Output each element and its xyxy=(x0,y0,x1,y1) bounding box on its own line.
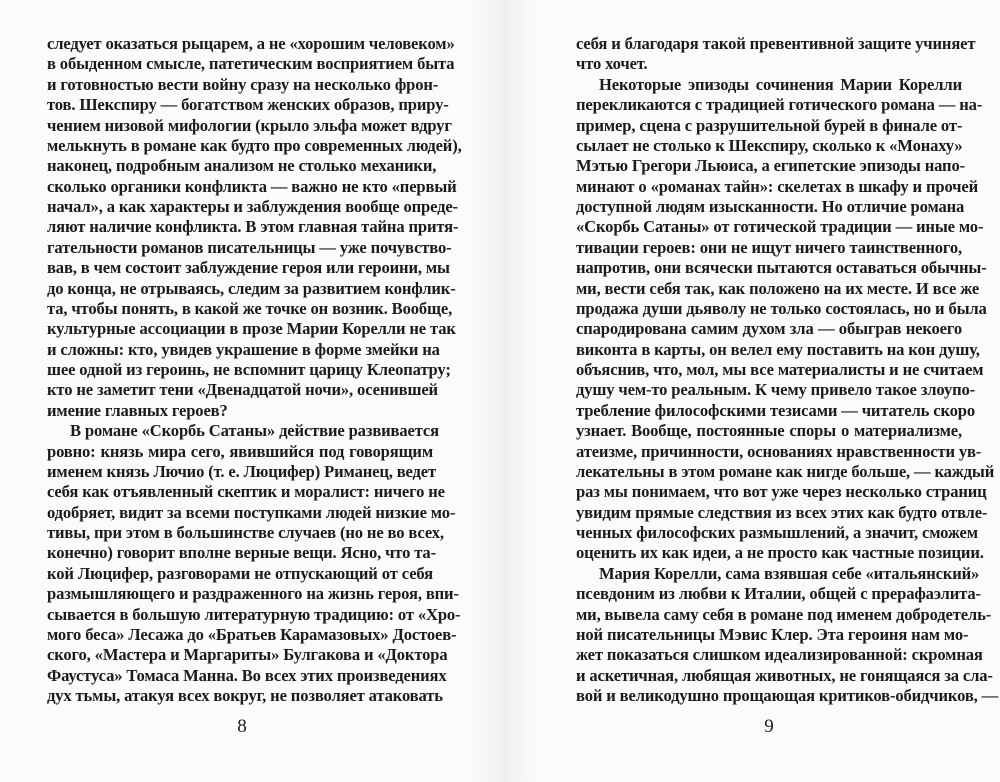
text-line: ми, вести себя так, как положено на их месте. И все же xyxy=(576,278,980,298)
text-line: конечно) говорит вполне верные вещи. Ясно, что та- xyxy=(47,543,436,563)
text-line: душу чем-то реальным. К чему привело такое злоупо- xyxy=(576,380,976,400)
text-line: жет показаться слишком идеализированной: скромная xyxy=(576,645,983,665)
text-line: Фаустуса» Томаса Манна. Во всех этих произведениях xyxy=(47,665,447,685)
text-line: пример, сцена с разрушительной бурей в финале от- xyxy=(576,115,963,135)
text-line: минают о «романах тайн»: скелетах в шкафу и прочей xyxy=(576,176,979,196)
text-line: до конца, не отрываясь, следим за развитием конфлик- xyxy=(47,278,456,298)
text-line: виконта в карты, он велел ему поставить на кон душу, xyxy=(576,339,980,359)
text-line: лекательны в этом романе как нигде больше, — каждый xyxy=(576,461,995,481)
text-line: ского, «Мастера и Маргариты» Булгакова и «Доктора xyxy=(47,645,448,665)
text-line: перекликаются с традицией готического романа — на- xyxy=(576,95,983,115)
text-line: и аскетичная, любящая животных, не гонящаяся за сла- xyxy=(576,665,993,685)
text-line: гательности романов писательницы — уже почувство- xyxy=(47,237,452,257)
text-line: кто не заметит тени «Двенадцатой ночи», осенившей xyxy=(47,380,438,400)
text-line: ми, вывела саму себя в романе под именем добродетель- xyxy=(576,604,992,624)
text-line: одобряет, видит за всеми поступками людей низкие мо- xyxy=(47,502,456,522)
text-line: что хочет. xyxy=(576,54,648,74)
text-line: та, чтобы понять, в какой же точке он возник. Вообще, xyxy=(47,298,453,318)
text-line: имение главных героев? xyxy=(47,400,228,420)
left-page-text xyxy=(47,34,462,706)
text-line: в обыденном смысле, патетическим восприятием быта xyxy=(47,54,455,74)
text-line: и готовностью вести войну сразу на несколько фрон- xyxy=(47,74,439,94)
text-line: ной писательницы Мэвис Клер. Эта героиня нам мо- xyxy=(576,624,969,644)
text-line: кой Люцифер, разговорами не отпускающий от себя xyxy=(47,563,433,583)
right-page-text xyxy=(576,34,999,706)
text-line: В романе «Скорбь Сатаны» действие развивается xyxy=(70,421,439,441)
text-line: ляют наличие конфликта. В этом главная тайна притя- xyxy=(47,217,459,237)
text-line: доступной людям изысканности. Но отличие романа xyxy=(576,197,965,216)
text-line: начал», а как характеры и заблуждения вообще опреде- xyxy=(47,197,458,216)
text-line: тивы, при этом в большинстве случаев (но не во всех, xyxy=(47,523,444,542)
text-line: оценить их как идеи, а не просто как частные позиции. xyxy=(576,543,984,563)
text-line: именем князь Лючио (т. е. Люцифер) Риманец, ведет xyxy=(47,461,437,481)
text-line: сколько органики конфликта — важно не кто «первый xyxy=(47,176,457,196)
text-line: наконец, подробным анализом не столько механики, xyxy=(47,156,437,176)
text-line: мелькнуть в романе как будто про современных людей), xyxy=(47,135,462,155)
text-line: Мэтью Грегори Льюиса, а египетские эпизоды напо- xyxy=(576,156,965,176)
text-line: узнает. Вообще, постоянные споры о материализме, xyxy=(576,421,962,441)
text-line: тивации героев: они не ищут ничего таинственного, xyxy=(576,237,962,257)
page-number-right: 9 xyxy=(764,716,774,737)
text-line: и сложны: кто, увидев украшение в форме змейки на xyxy=(47,339,440,359)
text-line: продажа души дьяволу не только состоялась, но и была xyxy=(576,298,987,318)
text-line: следует оказаться рыцарем, а не «хорошим человеком» xyxy=(47,34,455,53)
text-line: ровно: князь мира сего, явившийся под говорящим xyxy=(47,441,433,461)
text-line: Мария Корелли, сама взявшая себе «итальянский» xyxy=(599,563,980,583)
text-line: напротив, они всячески пытаются оставаться обычны- xyxy=(576,258,987,278)
text-line: дух тьмы, атакуя всех вокруг, не позволяет атаковать xyxy=(47,686,443,705)
text-line: шее одной из героинь, не вспомнит царицу Клеопатру; xyxy=(47,360,451,379)
text-line: Некоторые эпизоды сочинения Марии Корелли xyxy=(599,74,962,94)
text-line: вой и великодушно прощающая критиков-обидчиков, — xyxy=(576,686,999,705)
text-line: «Скорбь Сатаны» от готической традиции — иные мо- xyxy=(576,217,984,237)
text-line: требление философскими тезисами — читатель скоро xyxy=(576,400,976,420)
text-line: чением низовой мифологии (крыло эльфа может вдруг xyxy=(47,115,452,135)
text-line: размышляющего и раздраженного на жизнь героя, впи- xyxy=(47,584,459,604)
text-line: сывается в большую литературную традицию: от «Хро- xyxy=(47,604,461,624)
book-gutter-shadow xyxy=(470,0,540,782)
text-line: мого беса» Лесажа до «Братьев Карамазовых» Достоев- xyxy=(47,624,457,644)
text-line: ченных философских размышлений, а значит, сможем xyxy=(576,523,978,542)
text-line: раз мы понимаем, что вот уже через несколько страниц xyxy=(576,482,987,502)
text-line: псевдоним из любви к Италии, общей с прерафаэлита- xyxy=(576,584,981,604)
text-line: себя и благодаря такой превентивной защите учиняет xyxy=(576,34,976,53)
text-line: себя как отъявленный скептик и моралист: ничего не xyxy=(47,482,445,502)
text-line: увидим прямые следствия из всех этих как будто отвле- xyxy=(576,502,988,522)
text-line: сылает не столько к Шекспиру, сколько к «Монаху» xyxy=(576,135,963,155)
text-line: объяснив, что, мол, мы все материалисты и не считаем xyxy=(576,360,984,379)
text-line: атеизме, причинности, основаниях нравственности ув- xyxy=(576,441,982,461)
text-line: спародирована самим духом зла — обыграв некоего xyxy=(576,319,962,339)
text-line: тов. Шекспиру — богатством женских образов, приру- xyxy=(47,95,449,115)
page-number-left: 8 xyxy=(237,716,247,737)
text-line: вав, в чем состоит заблуждение героя или героини, мы xyxy=(47,258,450,278)
text-line: культурные ассоциации в прозе Марии Корелли не так xyxy=(47,319,456,339)
